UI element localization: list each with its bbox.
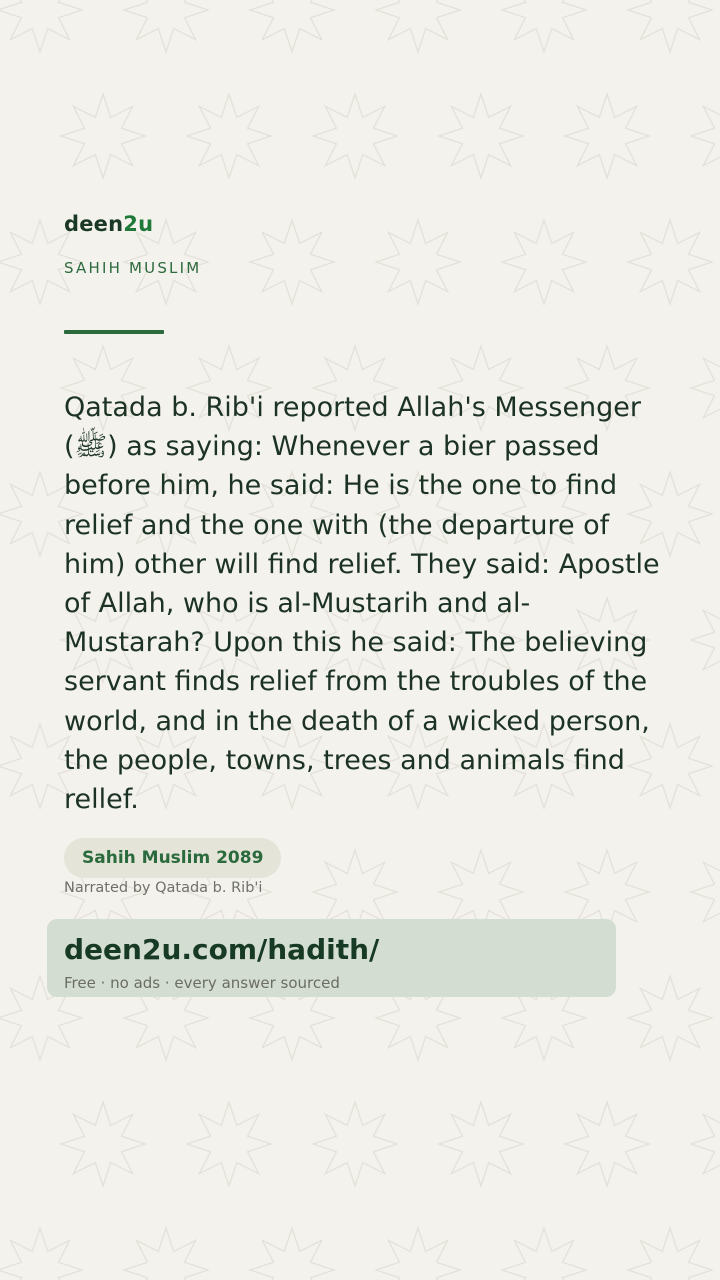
brand-name-part1: deen	[64, 212, 124, 236]
narrator-text: Narrated by Qatada b. Rib'i	[64, 880, 263, 896]
brand-logo	[64, 212, 153, 236]
divider	[64, 330, 164, 334]
collection-label: SAHIH MUSLIM	[64, 259, 202, 277]
cta-url-link[interactable]: deen2u.com/hadith/	[64, 933, 380, 966]
cta-tagline: Free · no ads · every answer sourced	[64, 974, 340, 992]
reference-label: Sahih Muslim 2089	[82, 848, 264, 868]
cta-banner[interactable]	[47, 919, 616, 997]
brand-name-part2: 2u	[123, 212, 154, 236]
reference-badge	[64, 838, 281, 878]
hadith-text: Qatada b. Rib'i reported Allah's Messenger (ﷺ) as saying: Whenever a bier passed before him, he said: He is the one to find relief and the one with (the departure of him) other will find relief. They said: Apostle of Allah, who is al-Mustarih and al-Mustarah? Upon this he said: The believing servant finds relief from the troubles of the world, and in the death of a wicked person, the people, towns, trees and animals find rellef.	[64, 392, 660, 816]
